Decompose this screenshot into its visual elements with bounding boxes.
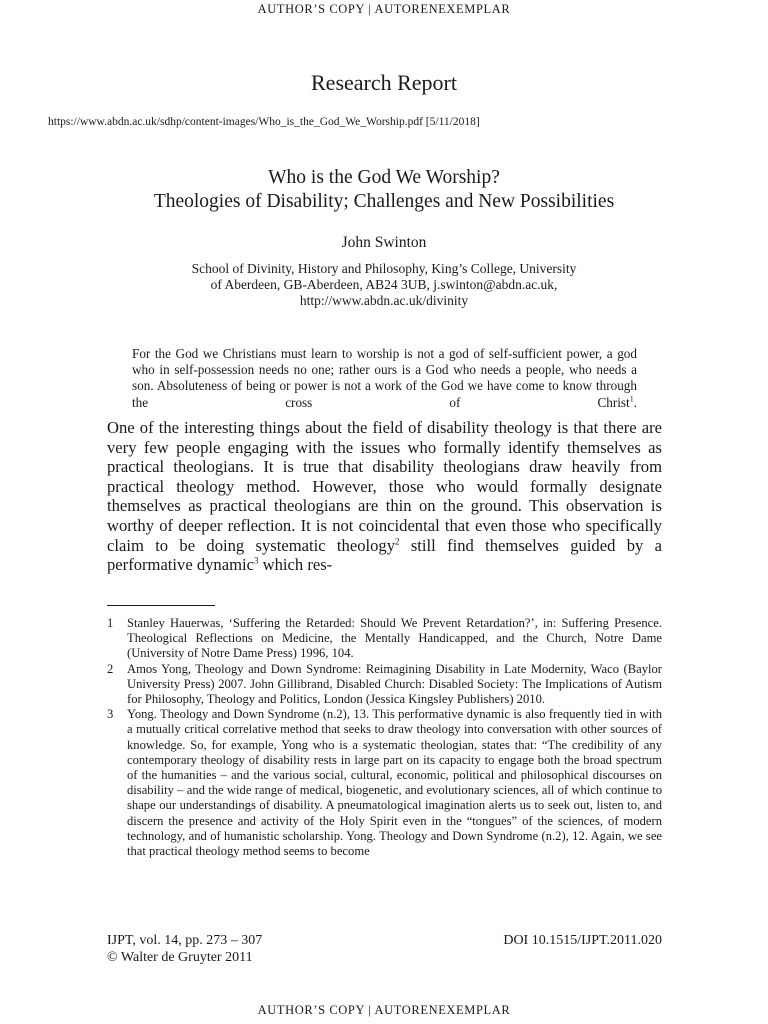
authors-copy-footer: AUTHOR’S COPY | AUTORENEXEMPLAR <box>257 1003 511 1017</box>
footnote-text: Stanley Hauerwas, ‘Suffering the Retarded: Should We Prevent Retardation?’, in: Suffering Presence. Theological Reflections on Medicine, the Mentally Handicapped, and the Church, Notre Dame (University of Notre Dame Press) 1996, 104. <box>127 616 662 661</box>
footnotes-section <box>107 616 662 859</box>
doi-label[interactable]: DOI 10.1515/IJPT.2011.020 <box>503 933 662 948</box>
footnote-number: 2 <box>107 661 114 676</box>
body-text-part-2: still find themselves guided by a performative dynamic <box>107 535 662 575</box>
affiliation-line-3: http://www.abdn.ac.uk/divinity <box>299 293 469 308</box>
affiliation-line-1: School of Divinity, History and Philosophy, King’s College, University <box>191 261 577 276</box>
copyright-line: © Walter de Gruyter 2011 <box>107 950 253 965</box>
author-name: John Swinton <box>341 234 427 251</box>
report-type-heading: Research Report <box>311 70 457 95</box>
footnote-ref-1[interactable]: 1 <box>629 394 634 404</box>
body-text-part-3: which res- <box>258 555 333 575</box>
footnote-separator <box>107 605 215 606</box>
footnote-ref-3[interactable]: 3 <box>253 555 259 566</box>
footnote-number: 1 <box>107 616 114 630</box>
affiliation-line-2: of Aberdeen, GB-Aberdeen, AB24 3UB, j.swinton@abdn.ac.uk, <box>210 277 558 292</box>
body-paragraph <box>107 418 662 575</box>
footnote-text: Amos Yong, Theology and Down Syndrome: Reimagining Disability in Late Modernity, Waco (Baylor University Press) 2007. John Gillibrand, Disabled Church: Disabled Society: The Implications of Autism for Philosophy, Theology and Politics, London (Jessica Kingsley Publishers) 2010. <box>127 661 662 707</box>
footnote-number: 3 <box>107 707 114 722</box>
article-title-line-1: Who is the God We Worship? <box>268 167 500 188</box>
epigraph-end: . <box>633 394 637 410</box>
footnote-1 <box>107 616 662 662</box>
journal-citation <box>107 932 262 966</box>
epigraph-quote <box>132 346 637 411</box>
footnote-2 <box>107 662 662 708</box>
footnote-ref-2[interactable]: 2 <box>395 536 400 547</box>
article-title-line-2: Theologies of Disability; Challenges and New Possibilities <box>153 191 615 212</box>
epigraph-text: For the God we Christians must learn to worship is not a god of self-sufficient power, a god who in self-possession needs no one; rather ours is a God who needs a people, who needs a son. Absoluteness of being or power is not a work of the God we have come to know through the cross of Christ <box>132 346 637 410</box>
journal-volume: IJPT, vol. 14, pp. 273 – 307 <box>107 933 263 948</box>
source-url[interactable]: https://www.abdn.ac.uk/sdhp/content-images/Who_is_the_God_We_Worship.pdf [5/11/2018] <box>48 116 480 128</box>
authors-copy-header: AUTHOR’S COPY | AUTORENEXEMPLAR <box>257 2 511 16</box>
body-text-part-1: One of the interesting things about the field of disability theology is that there are very few people engaging with the issues who formally identify themselves as practical theologians. It is true that disability theologians draw heavily from practical theology method. However, those who would formally designate themselves as practical theologians are thin on the ground. This observation is worthy of deeper reflection. It is not coincidental that even those who specifically claim to be doing systematic theology <box>107 418 662 555</box>
footnote-3 <box>107 707 662 859</box>
footnote-text: Yong. Theology and Down Syndrome (n.2), 13. This performative dynamic is also frequently tied in with a mutually critical correlative method that seeks to draw theology into conversation with other sources of knowledge. So, for example, Yong who is a systematic theologian, states that: “The credibility of any contemporary theology of disability rests in large part on its capacity to engage both the broad spectrum of the humanities – and the various social, cultural, economic, political and philosophical discourses on disability – and the wide range of medical, biogenetic, and evolutionary sciences, all of which continue to shape our understandings of disability. A pneumatological imagination alerts us to seek out, listen to, and discern the presence and activity of the Holy Spirit even in the “tongues” of the sciences, of modern technology, and of humanistic scholarship. Yong. Theology and Down Syndrome (n.2), 12. Again, we see that practical theology method seems to become <box>127 707 662 859</box>
